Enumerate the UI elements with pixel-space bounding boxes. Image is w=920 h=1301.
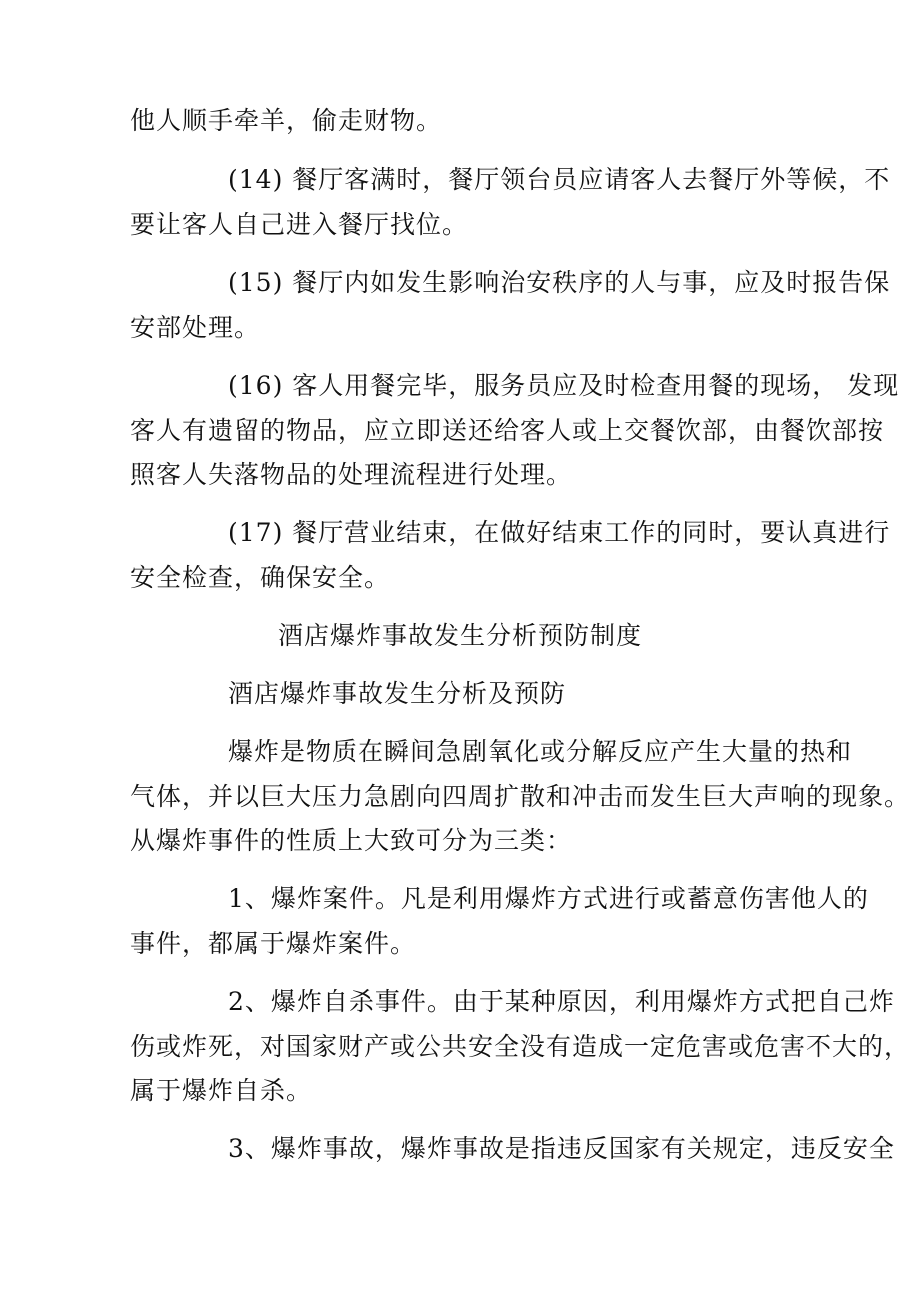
- paragraph-line: 2、爆炸自杀事件。由于某种原因，利用爆炸方式把自己炸: [228, 987, 895, 1016]
- paragraph-line: 安部处理。: [130, 313, 261, 342]
- paragraph-line: 从爆炸事件的性质上大致可分为三类：: [130, 826, 573, 855]
- paragraph-line: 爆炸是物质在瞬间急剧氧化或分解反应产生大量的热和: [228, 737, 853, 766]
- paragraph-line: 安全检查，确保安全。: [130, 563, 391, 592]
- paragraph-line: 1、爆炸案件。凡是利用爆炸方式进行或蓄意伤害他人的: [228, 884, 869, 913]
- paragraph-line: (16) 客人用餐完毕，服务员应及时检查用餐的现场， 发现: [228, 371, 900, 400]
- paragraph-line: (17) 餐厅营业结束，在做好结束工作的同时，要认真进行: [228, 518, 891, 547]
- paragraph-line: 客人有遗留的物品，应立即送还给客人或上交餐饮部，由餐饮部按: [130, 416, 885, 445]
- paragraph-line: 事件，都属于爆炸案件。: [130, 929, 417, 958]
- subsection-title: 酒店爆炸事故发生分析及预防: [228, 679, 567, 708]
- paragraph-line: (15) 餐厅内如发生影响治安秩序的人与事，应及时报告保: [228, 268, 891, 297]
- paragraph-line: 要让客人自己进入餐厅找位。: [130, 210, 469, 239]
- section-title: 酒店爆炸事故发生分析预防制度: [277, 621, 642, 650]
- paragraph-line: (14) 餐厅客满时，餐厅领台员应请客人去餐厅外等候，不: [228, 165, 891, 194]
- paragraph-line: 气体，并以巨大压力急剧向四周扩散和冲击而发生巨大声响的现象。: [130, 782, 911, 811]
- paragraph-line: 照客人失落物品的处理流程进行处理。: [130, 460, 573, 489]
- paragraph-line: 属于爆炸自杀。: [130, 1076, 313, 1105]
- paragraph-line: 伤或炸死，对国家财产或公共安全没有造成一定危害或危害不大的，: [130, 1032, 911, 1061]
- paragraph-line: 3、爆炸事故，爆炸事故是指违反国家有关规定，违反安全: [228, 1134, 895, 1163]
- paragraph-line: 他人顺手牵羊，偷走财物。: [130, 106, 443, 135]
